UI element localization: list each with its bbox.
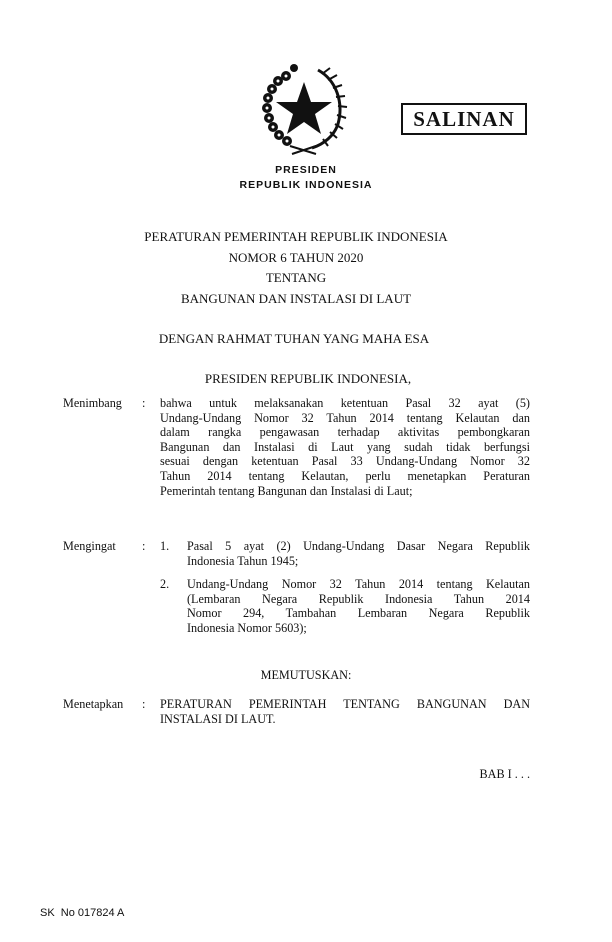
page-continuation: BAB I . . . [479,767,530,781]
menimbang-line: dalam rangka pengawasan terhadap aktivitas pembongkaran [160,425,530,440]
menetapkan-line: PERATURAN PEMERINTAH TENTANG BANGUNAN DAN [160,697,530,711]
menimbang-line: Undang-Undang Nomor 32 Tahun 2014 tentang Kelautan dan [160,410,530,425]
invocation: DENGAN RAHMAT TUHAN YANG MAHA ESA [158,331,430,346]
menimbang-label: Menimbang [63,396,122,410]
menimbang-line: Tahun 2014 tentang Kelautan, perlu menetapkan Peraturan [160,468,530,483]
menimbang-line: Pemerintah tentang Bangunan dan Instalasi di Laut; [160,483,413,498]
mengingat-label: Mengingat [63,539,116,553]
mengingat-item-line: Nomor 294, Tambahan Lembaran Negara Republik [187,606,530,621]
regulation-about: TENTANG [265,270,327,285]
regulation-type: PERATURAN PEMERINTAH REPUBLIK INDONESIA [144,229,448,244]
mengingat-item-line: Undang-Undang Nomor 32 Tahun 2014 tentang Kelautan [187,577,530,591]
mengingat-item-line: Indonesia Nomor 5603); [187,620,307,635]
regulation-subject: BANGUNAN DAN INSTALASI DI LAUT [180,291,412,306]
mengingat-colon: : [142,539,146,553]
presidential-emblem-icon [256,62,352,158]
office-line-presiden: PRESIDEN [275,164,337,176]
mengingat-item-2 [187,577,530,635]
menimbang-colon: : [142,396,146,410]
menetapkan-paragraph [160,697,530,726]
salinan-stamp [401,103,527,135]
memutuskan-heading: MEMUTUSKAN: [260,668,352,682]
menimbang-line: Bangunan dan Instalasi di Laut yang sudah tidak berfungsi [160,439,530,454]
menimbang-line: sesuai dengan ketentuan Pasal 33 Undang-Undang Nomor 32 [160,454,530,469]
salinan-label: SALINAN [413,106,515,131]
mengingat-item-number: 1. [160,539,170,553]
menetapkan-line: INSTALASI DI LAUT. [160,711,276,726]
menimbang-line: bahwa untuk melaksanakan ketentuan Pasal 32 ayat (5) [160,396,530,410]
mengingat-item-line: (Lembaran Negara Republik Indonesia Tahun 2014 [187,591,530,606]
menetapkan-label: Menetapkan [63,697,124,711]
mengingat-item-1 [187,539,530,568]
mengingat-item-line: Pasal 5 ayat (2) Undang-Undang Dasar Negara Republik [187,539,530,553]
regulation-number: NOMOR 6 TAHUN 2020 [228,250,364,265]
office-line-republik: REPUBLIK INDONESIA [239,179,373,191]
mengingat-item-number: 2. [160,577,170,591]
serial-number: SK No 017824 A [40,907,125,919]
menimbang-paragraph [160,396,530,498]
issuer: PRESIDEN REPUBLIK INDONESIA, [204,371,412,386]
menetapkan-colon: : [142,697,146,711]
mengingat-item-line: Indonesia Tahun 1945; [187,553,299,568]
